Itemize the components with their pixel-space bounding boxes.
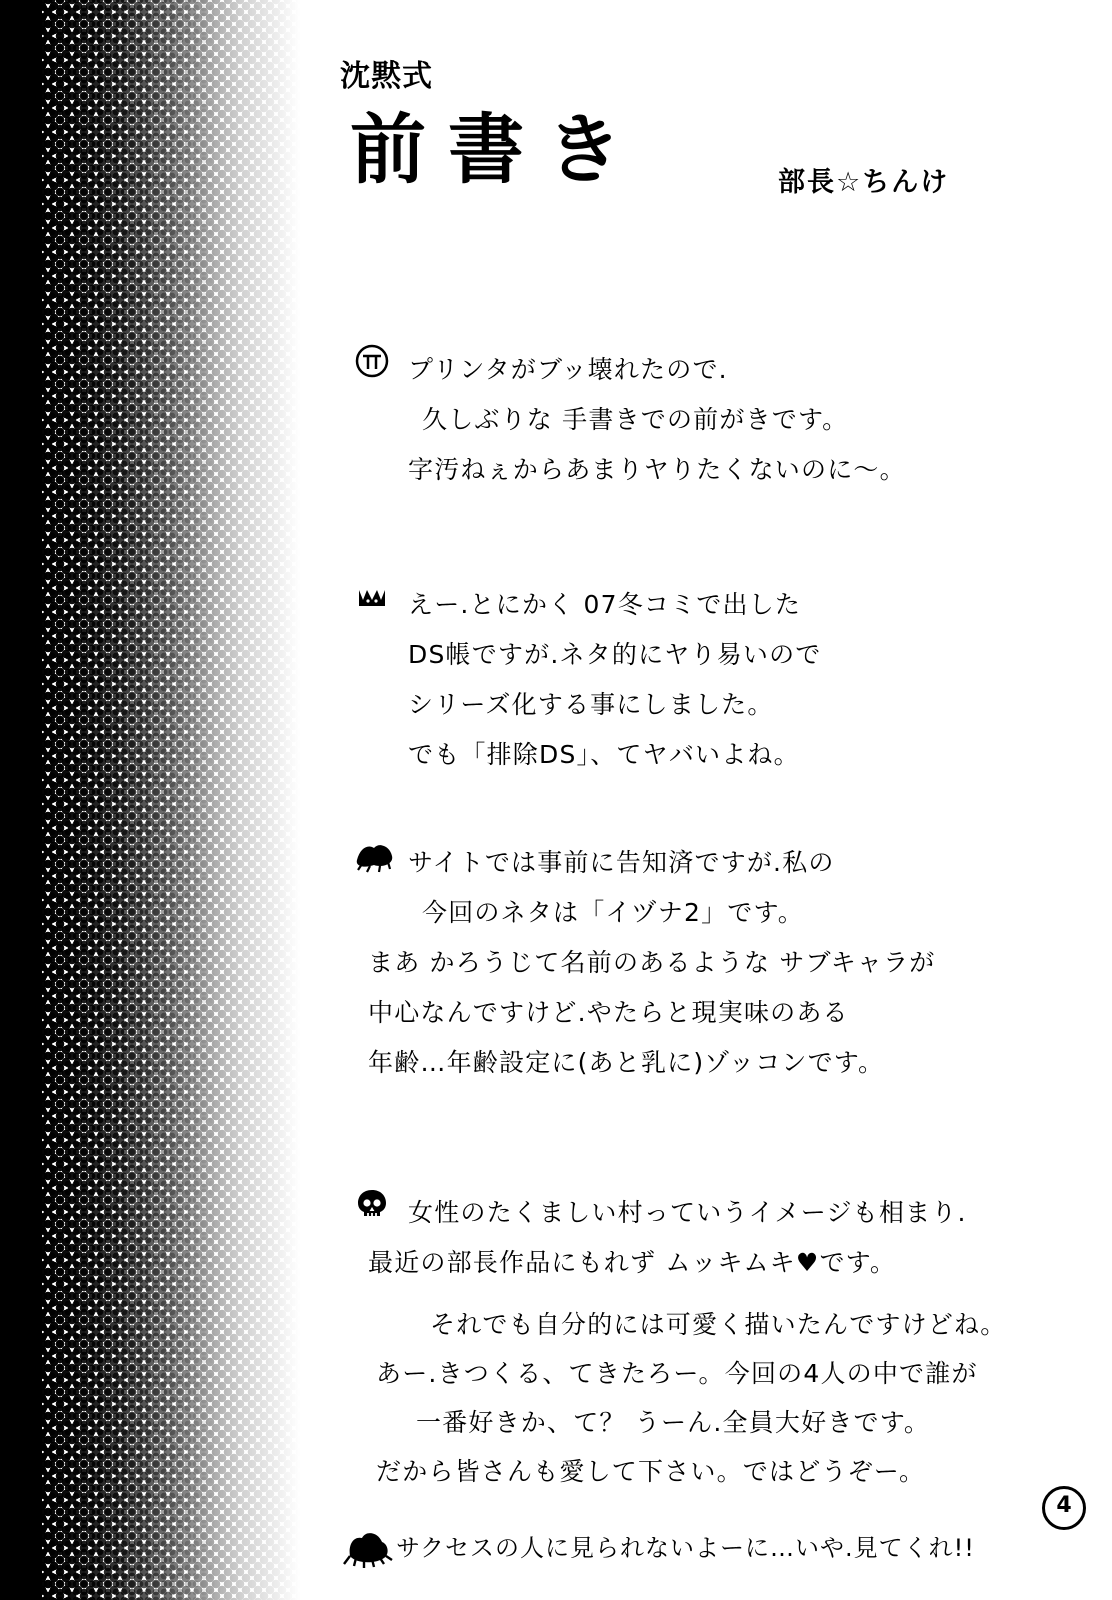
text-line: サイトでは事前に告知済ですが.私の	[408, 848, 835, 877]
pi-symbol-icon	[352, 341, 396, 381]
paragraph-lines	[368, 1188, 1092, 1288]
text-line: 中心なんですけど.やたらと現実味のある	[368, 998, 849, 1027]
text-line: でも「排除DS」、てヤバいよね。	[408, 740, 800, 769]
skull-icon	[352, 1184, 396, 1224]
text-line: 最近の部長作品にもれず ムッキムキ♥です。	[368, 1248, 897, 1277]
paragraph-lines	[368, 838, 1092, 1088]
text-line: えー.とにかく 07冬コミで出した	[408, 590, 802, 619]
halftone-gradient-band	[0, 0, 300, 1600]
paragraph-block	[352, 580, 1092, 780]
text-line: それでも自分的には可愛く描いたんですけどね。	[430, 1310, 1007, 1339]
text-line: 久しぶりな 手書きでの前がきです。	[422, 405, 849, 434]
paragraph-lines	[408, 580, 1092, 780]
text-line: 字汚ねぇからあまりヤりたくないのに〜。	[408, 455, 906, 484]
scribble-blob-icon	[352, 834, 396, 874]
page-content	[300, 0, 1112, 1600]
paragraph-block	[352, 345, 1092, 495]
paragraph-block	[352, 838, 1092, 1088]
text-line: あー.きつくる、てきたろー。今回の4人の中で誰が	[376, 1359, 978, 1388]
text-line: DS帳ですが.ネタ的にヤり易いので	[408, 640, 822, 669]
page-kicker: 沈黙式	[340, 59, 433, 94]
paragraph-block	[352, 1188, 1092, 1288]
text-line: プリンタがブッ壊れたので.	[408, 355, 728, 384]
text-line: 女性のたくましい村っていうイメージも相まり.	[408, 1198, 967, 1227]
hand-scribble-icon	[338, 1516, 400, 1572]
crown-face-icon	[352, 576, 396, 616]
text-line: 一番好きか、て？ うーん.全員大好きです。	[416, 1408, 931, 1437]
text-line: シリーズ化する事にしました。	[408, 690, 774, 719]
closing-block	[360, 1300, 1100, 1496]
page-title: 前書き	[350, 105, 644, 194]
text-line: 今回のネタは「イヅナ2」です。	[422, 898, 804, 927]
closing-lines	[376, 1300, 1100, 1496]
paragraph-lines	[408, 345, 1092, 495]
text-line: だから皆さんも愛して下さい。ではどうぞー。	[376, 1457, 926, 1486]
final-note-line: サクセスの人に見られないよーに…いや.見てくれ!!	[396, 1534, 975, 1562]
halftone-dots-dense-layer	[36, 0, 216, 1600]
text-line: まあ かろうじて名前のあるような サブキャラが	[368, 948, 936, 977]
page-number-badge: 4	[1042, 1486, 1086, 1530]
author-byline: 部長☆ちんけ	[778, 167, 950, 198]
text-line: 年齢…年齢設定に(あと乳に)ゾッコンです。	[368, 1048, 885, 1077]
